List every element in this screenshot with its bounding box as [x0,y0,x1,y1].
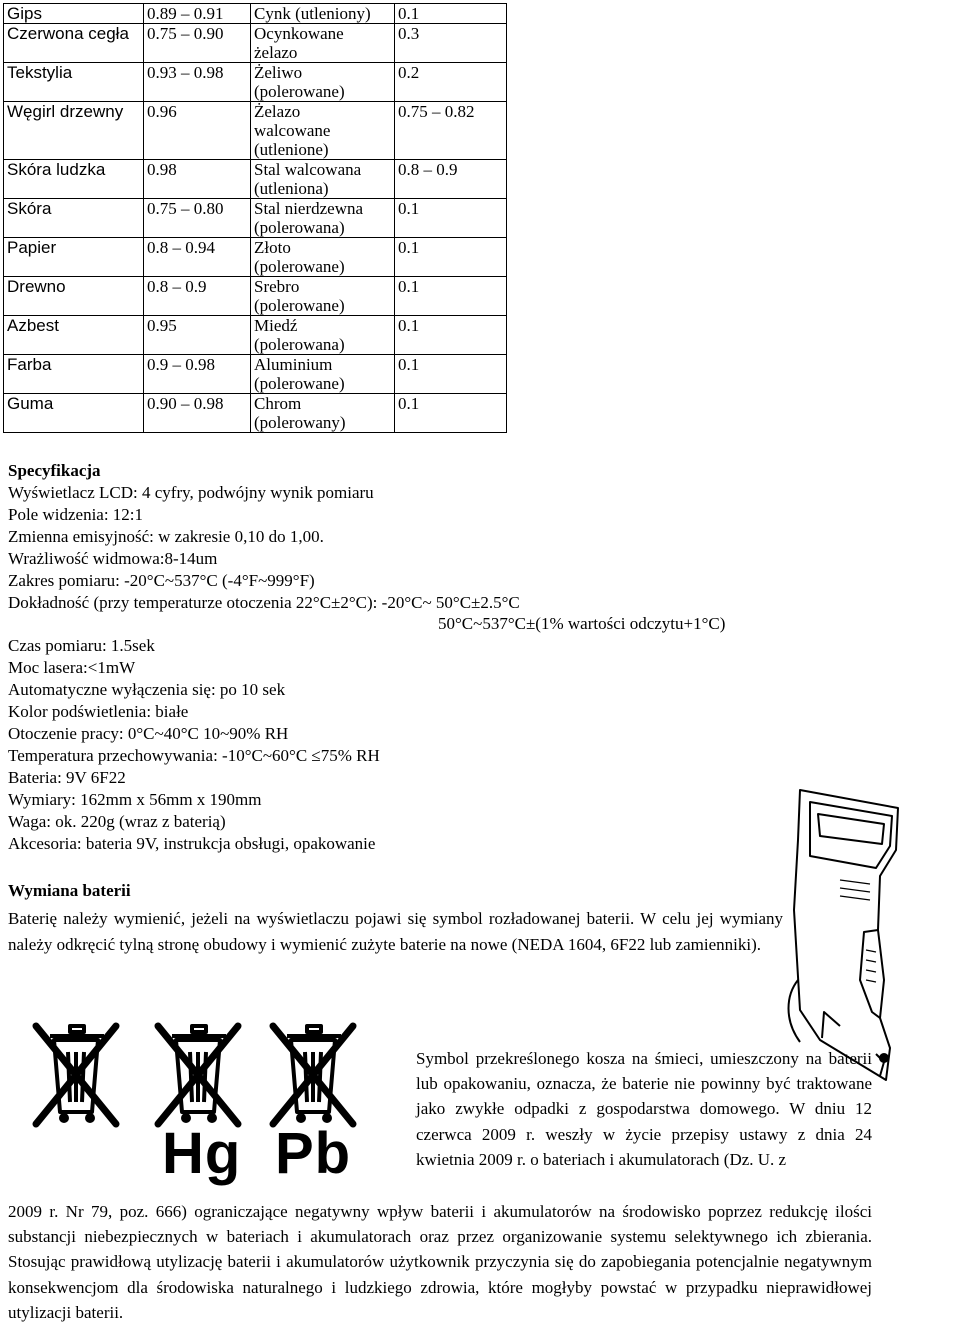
material-cell [251,4,395,24]
spec-line: Pole widzenia: 12:1 [8,504,144,524]
material-cell [251,102,395,160]
spec-line: Akcesoria: bateria 9V, instrukcja obsługi, opakowanie [8,833,376,853]
material-cell: Czerwona cegła [4,24,144,63]
emissivity-cell: 0.1 [395,4,507,24]
table-row [4,4,507,24]
mercury-label: Hg [162,1121,242,1186]
emissivity-cell: 0.1 [395,316,507,355]
material-line: Stal nierdzewna [254,199,364,218]
emissivity-cell: 0.93 – 0.98 [144,63,251,102]
spec-line: Automatyczne wyłączenia się: po 10 sek [8,680,286,700]
spec-line: Otoczenie pracy: 0°C~40°C 10~90% RH [8,723,289,743]
material-line: Srebro [254,277,300,296]
emissivity-cell: 0.96 [144,102,251,160]
material-line: Żeliwo [254,63,303,82]
emissivity-cell: 0.8 – 0.9 [395,160,507,199]
specification-section [8,460,908,854]
material-cell [251,63,395,102]
material-cell: Papier [4,238,144,277]
material-line: (polerowane) [254,374,345,393]
crossed-bin-icon [28,1020,124,1130]
recycling-text-side: Symbol przekreślonego kosza na śmieci, umieszczony na baterii lub opakowaniu, oznacza, że baterie nie powinny być traktowane jako zwykłe odpadki z gospodarstwa domowego. W dniu 12 czerwca 2009 r. weszły w życie przepisy ustawy z dnia 24 kwietnia 2009 r. o bateriach i akumulatorach (Dz. U. z [416,1049,872,1169]
spec-line: Kolor podświetlenia: białe [8,702,189,722]
material-line: żelazo [254,43,298,62]
material-line: (polerowana) [254,218,345,237]
specification-heading: Specyfikacja [8,461,101,480]
emissivity-cell: 0.1 [395,394,507,433]
table-row [4,24,507,63]
spec-line: Zmienna emisyjność: w zakresie 0,10 do 1,00. [8,526,324,546]
trigger-dot-icon [879,1053,889,1063]
material-line: (polerowane) [254,296,345,315]
table-row [4,277,507,316]
spec-line: Zakres pomiaru: -20°C~537°C (-4°F~999°F) [8,570,315,590]
material-line: Miedź [254,316,298,335]
spec-line: Waga: ok. 220g (wraz z baterią) [8,811,226,831]
material-line: Złoto [254,238,291,257]
spec-line: Bateria: 9V 6F22 [8,767,126,787]
material-cell [251,24,395,63]
table-row [4,199,507,238]
emissivity-cell: 0.1 [395,277,507,316]
material-line: Aluminium [254,355,333,374]
table-row [4,63,507,102]
material-line: Stal walcowana [254,160,362,179]
emissivity-cell: 0.75 – 0.90 [144,24,251,63]
emissivity-table [3,3,507,433]
spec-line: Dokładność (przy temperaturze otoczenia 22°C±2°C): -20°C~ 50°C±2.5°C [8,592,520,612]
emissivity-cell: 0.8 – 0.9 [144,277,251,316]
crossed-bin-icon [265,1020,361,1130]
battery-heading: Wymiana baterii [8,881,131,900]
emissivity-cell: 0.8 – 0.94 [144,238,251,277]
spec-line: 50°C~537°C±(1% wartości odczytu+1°C) [438,614,726,634]
emissivity-cell: 0.75 – 0.82 [395,102,507,160]
emissivity-cell: 0.89 – 0.91 [144,4,251,24]
material-cell [251,160,395,199]
spec-line: Wrażliwość widmowa:8-14um [8,548,218,568]
spec-line: Wymiary: 162mm x 56mm x 190mm [8,789,262,809]
lead-label: Pb [275,1121,352,1186]
emissivity-cell: 0.3 [395,24,507,63]
table-row [4,102,507,160]
emissivity-cell: 0.9 – 0.98 [144,355,251,394]
spec-line: Wyświetlacz LCD: 4 cyfry, podwójny wynik pomiaru [8,483,374,502]
material-cell: Gips [4,4,144,24]
material-line: Chrom [254,394,302,413]
spec-line: Czas pomiaru: 1.5sek [8,636,155,656]
material-cell: Azbest [4,316,144,355]
recycling-text-bottom: 2009 r. Nr 79, poz. 666) ograniczające negatywny wpływ baterii i akumulatorów na środowisko poprzez redukcję ilości substancji niebezpiecznych w bateriach i akumulatorach oraz przez organizowanie systemu selektywnego ich zbierania. Stosując prawidłową utylizację baterii i akumulatorów użytkownik przyczynia się do zapobiegania potencjalnie negatywnym konsekwencjom dla środowiska naturalnego i ludzkiego zdrowia, które mogłyby powstać w przypadku nieprawidłowej utylizacji baterii. [8,1202,872,1322]
material-line: (utlenione) [254,140,329,159]
emissivity-cell: 0.1 [395,238,507,277]
material-cell: Tekstylia [4,63,144,102]
material-line: (polerowane) [254,82,345,101]
emissivity-cell: 0.90 – 0.98 [144,394,251,433]
material-line: Cynk (utleniony) [254,4,371,23]
material-line: walcowane [254,121,331,140]
material-line: Żelazo [254,102,301,121]
emissivity-cell: 0.1 [395,355,507,394]
material-line: (utleniona) [254,179,329,198]
material-cell: Węgirl drzewny [4,102,144,160]
material-cell: Farba [4,355,144,394]
material-cell [251,355,395,394]
table-row [4,238,507,277]
table-row [4,355,507,394]
emissivity-cell: 0.98 [144,160,251,199]
material-cell [251,316,395,355]
table-row [4,316,507,355]
material-cell [251,238,395,277]
material-line: (polerowany) [254,413,346,432]
crossed-bin-icon [150,1020,246,1130]
material-cell [251,199,395,238]
battery-text: Baterię należy wymienić, jeżeli na wyświetlaczu pojawi się symbol rozładowanej baterii. W celu jej wymiany należy odkręcić tylną stronę obudowy i wymienić zużyte baterie na nowe (NEDA 1604, 6F22 lub zamienniki). [8,909,783,954]
table-row [4,160,507,199]
emissivity-table-body [4,4,507,433]
spec-line: Moc lasera:<1mW [8,658,136,678]
material-cell: Drewno [4,277,144,316]
emissivity-cell: 0.95 [144,316,251,355]
battery-replacement-section [8,880,783,958]
material-cell: Guma [4,394,144,433]
table-row [4,394,507,433]
spec-line: Temperatura przechowywania: -10°C~60°C ≤75% RH [8,745,380,765]
material-line: Ocynkowane [254,24,344,43]
emissivity-cell: 0.2 [395,63,507,102]
emissivity-cell: 0.1 [395,199,507,238]
material-cell [251,277,395,316]
material-cell: Skóra ludzka [4,160,144,199]
material-line: (polerowana) [254,335,345,354]
material-cell [251,394,395,433]
material-cell: Skóra [4,199,144,238]
material-line: (polerowane) [254,257,345,276]
emissivity-cell: 0.75 – 0.80 [144,199,251,238]
